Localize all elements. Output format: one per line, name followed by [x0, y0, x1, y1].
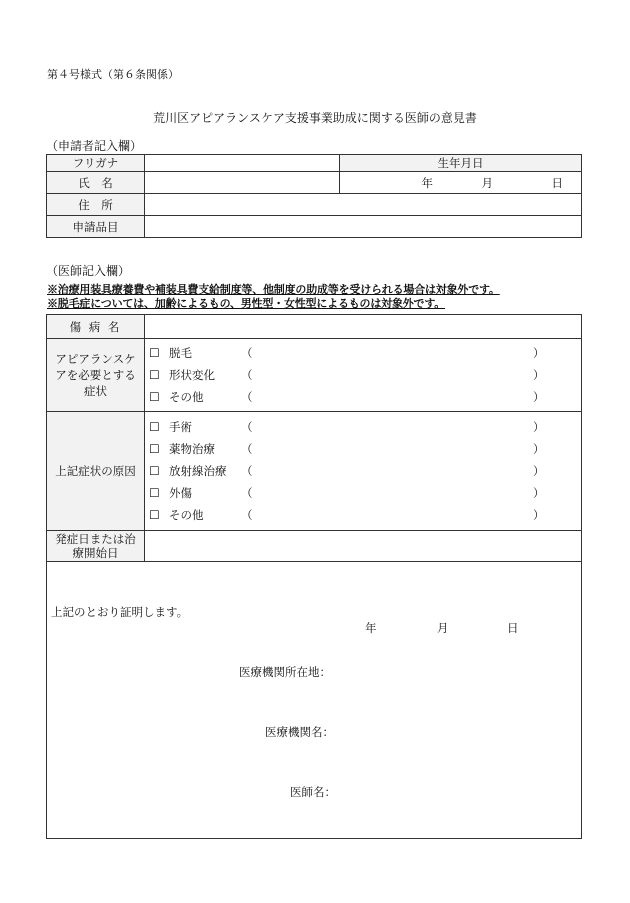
causes-option-label: 放射線治療: [169, 464, 227, 478]
causes-option-label: 手術: [169, 420, 192, 434]
causes-option-3[interactable]: [145, 482, 581, 504]
institution-name-label: 医療機関名：: [265, 725, 334, 739]
disease-label: 傷 病 名: [47, 315, 145, 339]
onset-label: 発症日または治療開始日: [47, 531, 145, 562]
symptoms-option-2[interactable]: [145, 386, 581, 408]
checkbox-icon[interactable]: ☐: [149, 442, 160, 456]
cause-list: [145, 416, 581, 526]
close-paren: ）: [533, 464, 545, 478]
birthdate-field[interactable]: [340, 172, 582, 194]
open-paren: （: [241, 486, 253, 500]
causes-option-label: その他: [169, 508, 204, 522]
birth-year-label: 年: [421, 175, 433, 190]
doctor-section-heading: （医師記入欄）: [46, 264, 131, 278]
symptoms-option-1[interactable]: [145, 364, 581, 386]
furigana-field[interactable]: [145, 155, 340, 172]
causes-option-2[interactable]: [145, 460, 581, 482]
birth-day-label: 日: [551, 175, 563, 190]
institution-address-field[interactable]: [339, 660, 569, 678]
birthdate-label: 生年月日: [340, 155, 582, 172]
item-field[interactable]: [145, 216, 582, 238]
symptoms-option-label: 形状変化: [169, 368, 215, 382]
checkbox-icon[interactable]: ☐: [149, 390, 160, 404]
cause-label: 上記症状の原因: [47, 412, 145, 531]
onset-field[interactable]: [145, 531, 582, 562]
close-paren: ）: [533, 346, 545, 360]
open-paren: （: [241, 368, 253, 382]
symptom-options: [145, 339, 582, 412]
address-field[interactable]: [145, 194, 582, 216]
doctor-name-label: 医師名：: [290, 785, 336, 799]
close-paren: ）: [533, 486, 545, 500]
cert-month-label: 月: [437, 621, 449, 635]
certification-cell: [47, 562, 582, 839]
doctor-table: [46, 314, 582, 839]
institution-name-field[interactable]: [339, 720, 569, 738]
applicant-section-heading: （申請者記入欄）: [46, 139, 143, 153]
certification-statement: 上記のとおり証明します。: [51, 605, 189, 619]
item-label: 申請品目: [47, 216, 145, 238]
causes-option-0[interactable]: [145, 416, 581, 438]
cert-day-label: 日: [507, 621, 519, 635]
open-paren: （: [241, 346, 253, 360]
note-alopecia: ※脱毛症については、加齢によるもの、男性型・女性型によるものは対象外です。: [47, 297, 446, 310]
birth-month-label: 月: [481, 175, 493, 190]
note-other-programs: ※治療用装具療養費や補装具費支給制度等、他制度の助成等を受けられる場合は対象外です。: [47, 283, 500, 296]
furigana-label: フリガナ: [47, 155, 145, 172]
checkbox-icon[interactable]: ☐: [149, 464, 160, 478]
applicant-table: [46, 154, 582, 238]
close-paren: ）: [533, 368, 545, 382]
address-label: 住 所: [47, 194, 145, 216]
cause-options: [145, 412, 582, 531]
close-paren: ）: [533, 442, 545, 456]
close-paren: ）: [533, 390, 545, 404]
symptom-list: [145, 342, 581, 408]
symptoms-option-label: 脱毛: [169, 346, 192, 360]
close-paren: ）: [533, 508, 545, 522]
cert-year-label: 年: [365, 621, 377, 635]
open-paren: （: [241, 390, 253, 404]
name-label: 氏 名: [47, 172, 145, 194]
checkbox-icon[interactable]: ☐: [149, 508, 160, 522]
causes-option-1[interactable]: [145, 438, 581, 460]
causes-option-label: 外傷: [169, 486, 192, 500]
symptoms-option-0[interactable]: [145, 342, 581, 364]
checkbox-icon[interactable]: ☐: [149, 346, 160, 360]
close-paren: ）: [533, 420, 545, 434]
open-paren: （: [241, 420, 253, 434]
doctor-name-field[interactable]: [339, 780, 569, 798]
name-field[interactable]: [145, 172, 340, 194]
open-paren: （: [241, 442, 253, 456]
symptoms-option-label: その他: [169, 390, 204, 404]
document-title: 荒川区アピアランスケア支援事業助成に関する医師の意見書: [153, 111, 477, 125]
checkbox-icon[interactable]: ☐: [149, 486, 160, 500]
causes-option-label: 薬物治療: [169, 442, 215, 456]
checkbox-icon[interactable]: ☐: [149, 368, 160, 382]
symptom-label: アピアランスケアを必要とする症状: [47, 339, 145, 412]
open-paren: （: [241, 464, 253, 478]
causes-option-4[interactable]: [145, 504, 581, 526]
open-paren: （: [241, 508, 253, 522]
institution-address-label: 医療機関所在地：: [239, 665, 331, 679]
disease-field[interactable]: [145, 315, 582, 339]
checkbox-icon[interactable]: ☐: [149, 420, 160, 434]
form-number: 第４号様式（第６条関係）: [47, 68, 179, 81]
